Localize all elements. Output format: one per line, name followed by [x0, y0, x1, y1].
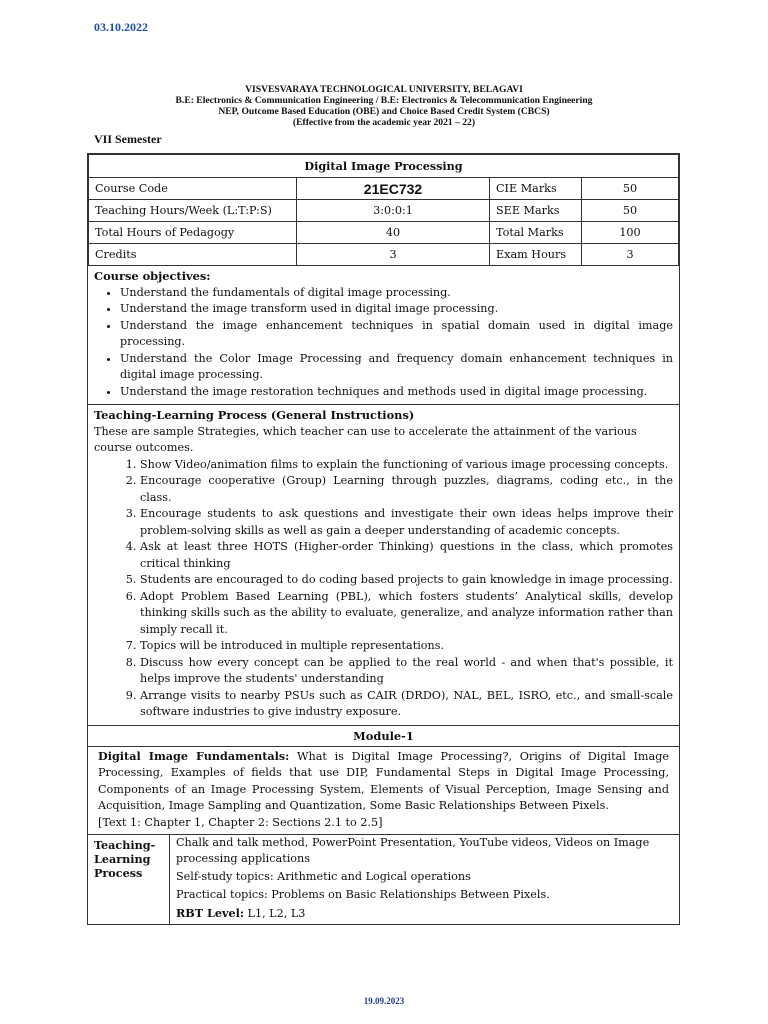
cell-label: Teaching Hours/Week (L:T:P:S) — [89, 200, 297, 222]
rbt-value: L1, L2, L3 — [243, 907, 306, 920]
teaching-learning-section — [88, 404, 679, 725]
tlp-list — [94, 457, 673, 721]
module-1-text-reference: [Text 1: Chapter 1, Chapter 2: Sections 2.1 to 2.5] — [98, 815, 383, 829]
university-name: VISVESVARAYA TECHNOLOGICAL UNIVERSITY, BELAGAVI — [245, 84, 523, 95]
course-info-table — [88, 154, 679, 266]
course-title: Digital Image Processing — [89, 155, 679, 178]
cell-value: 100 — [582, 222, 679, 244]
cell-value: 3 — [297, 244, 490, 266]
tlp-details — [170, 835, 679, 924]
list-item: • Understand the fundamentals of digital image processing. — [120, 285, 673, 302]
tlp-heading: Teaching-Learning Process (General Instructions) — [94, 408, 415, 422]
cell-label: Total Marks — [490, 222, 582, 244]
effective-year: (Effective from the academic year 2021 – 22) — [292, 117, 476, 128]
objectives-heading: Course objectives: — [94, 269, 211, 283]
cell-label: Course Code — [89, 178, 297, 200]
semester-label: VII Semester — [94, 132, 162, 146]
scheme-name: NEP, Outcome Based Education (OBE) and Choice Based Credit System (CBCS) — [218, 106, 550, 117]
cell-value: 3:0:0:1 — [297, 200, 490, 222]
tlp-label: Teaching-Learning Process — [88, 835, 170, 924]
module-1-topic-title: Digital Image Fundamentals: — [98, 748, 290, 763]
document-header — [0, 84, 768, 128]
list-item: 3. Encourage students to ask questions and investigate their own ideas helps improve their problem-solving skills as well as gain a deeper understanding of academic concepts. — [140, 506, 673, 539]
list-item: 9. Arrange visits to nearby PSUs such as CAIR (DRDO), NAL, BEL, ISRO, etc., and small-scale software industries to give industry exposure. — [140, 688, 673, 721]
list-item: 6. Adopt Problem Based Learning (PBL), which fosters students’ Analytical skills, develop thinking skills such as the ability to evaluate, generalize, and analyze information rather than simply recall it. — [140, 589, 673, 639]
module-1-topics — [98, 748, 669, 815]
table-row — [89, 244, 679, 266]
list-item: 2. Encourage cooperative (Group) Learning through puzzles, diagrams, coding etc., in the class. — [140, 473, 673, 506]
rbt-label: RBT Level: — [176, 906, 244, 920]
syllabus-frame — [87, 153, 680, 925]
list-item: 4. Ask at least three HOTS (Higher-order Thinking) questions in the class, which promotes critical thinking — [140, 539, 673, 572]
course-objectives-section — [88, 266, 679, 404]
module-1-tlp-row — [88, 834, 679, 924]
cell-label: CIE Marks — [490, 178, 582, 200]
objectives-list — [94, 285, 673, 401]
table-row — [89, 178, 679, 200]
practical-topics: Practical topics: Problems on Basic Relationships Between Pixels. — [176, 888, 550, 901]
cell-value: 40 — [297, 222, 490, 244]
tlp-methods: Chalk and talk method, PowerPoint Presentation, YouTube videos, Videos on Image processing applications — [176, 836, 650, 865]
cell-value: 50 — [582, 200, 679, 222]
footer-date: 19.09.2023 — [363, 996, 405, 1006]
self-study-topics: Self-study topics: Arithmetic and Logical operations — [176, 870, 471, 883]
list-item: 7. Topics will be introduced in multiple representations. — [140, 638, 673, 655]
list-item: 8. Discuss how every concept can be applied to the real world - and when that's possible, it helps improve the students' understanding — [140, 655, 673, 688]
document-date: 03.10.2022 — [94, 20, 148, 34]
list-item: • Understand the Color Image Processing and frequency domain enhancement techniques in digital image processing. — [120, 351, 673, 384]
list-item: • Understand the image enhancement techniques in spatial domain used in digital image processing. — [120, 318, 673, 351]
list-item: 5. Students are encouraged to do coding based projects to gain knowledge in image processing. — [140, 572, 673, 589]
table-row — [89, 222, 679, 244]
list-item: • Understand the image transform used in digital image processing. — [120, 301, 673, 318]
cell-label: Credits — [89, 244, 297, 266]
module-1-content — [88, 746, 679, 835]
tlp-intro: These are sample Strategies, which teacher can use to accelerate the attainment of the various course outcomes. — [94, 424, 637, 454]
course-code: 21EC732 — [297, 178, 490, 200]
list-item: • Understand the image restoration techniques and methods used in digital image processing. — [120, 384, 673, 401]
rbt-level — [176, 905, 673, 922]
module-1-heading: Module-1 — [88, 725, 679, 746]
cell-label: Total Hours of Pedagogy — [89, 222, 297, 244]
table-row — [89, 200, 679, 222]
cell-label: SEE Marks — [490, 200, 582, 222]
cell-value: 50 — [582, 178, 679, 200]
cell-label: Exam Hours — [490, 244, 582, 266]
programme-name: B.E: Electronics & Communication Engineering / B.E: Electronics & Telecommunication Engineering — [175, 95, 593, 106]
list-item: 1. Show Video/animation films to explain the functioning of various image processing concepts. — [140, 457, 673, 474]
module-1-topic-text: What is Digital Image Processing?, Origins of Digital Image Processing, Examples of fields that use DIP, Fundamental Steps in Digital Image Processing, Components of an Image Processing System, Elements of Visual Perception, Image Sensing and Acquisition, Image Sampling and Quantization, Some Basic Relationships Between Pixels. — [98, 749, 669, 812]
cell-value: 3 — [582, 244, 679, 266]
